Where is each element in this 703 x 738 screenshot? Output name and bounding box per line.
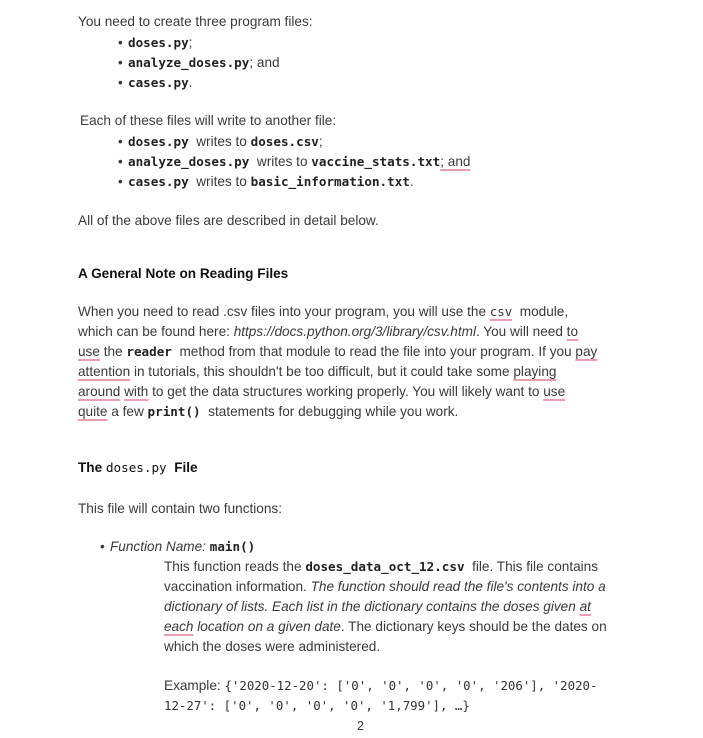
paragraph-line: which can be found here: https://docs.python.org/3/library/csv.html. You will need to: [78, 324, 579, 339]
paragraph-line: dictionary of lists. Each list in the dictionary contains the doses given at: [164, 599, 591, 614]
list-item: • cases.py writes to basic_information.txt.: [118, 172, 414, 192]
bullet-icon: •: [118, 134, 123, 149]
paragraph-line: use the reader method from that module to read the file into your program. If you pay: [78, 344, 598, 359]
list-item: • doses.py;: [118, 33, 192, 53]
paragraph-line: When you need to read .csv files into your program, you will use the csv module,: [78, 304, 569, 319]
bullet-icon: •: [118, 55, 123, 70]
paragraph-line: which the doses were administered.: [164, 639, 381, 654]
list-item: • analyze_doses.py; and: [118, 53, 280, 73]
writes-line: Each of these files will write to another file:: [80, 113, 337, 128]
example-line: 12-27': ['0', '0', '0', '0', '1,799'], …}: [164, 698, 470, 713]
paragraph-line: attention in tutorials, this shouldn't be too difficult, but it could take some playing: [78, 364, 557, 379]
paragraph-line: This file will contain two functions:: [78, 501, 282, 516]
section-heading: The doses.py File: [78, 460, 198, 475]
intro-line: You need to create three program files:: [78, 14, 313, 29]
bullet-icon: •: [118, 75, 123, 90]
section-heading: A General Note on Reading Files: [78, 266, 289, 281]
paragraph-line: quite a few print() statements for debugging while you work.: [78, 404, 459, 419]
list-item: • analyze_doses.py writes to vaccine_stats.txt; and: [118, 152, 470, 172]
list-item: • doses.py writes to doses.csv;: [118, 132, 323, 152]
paragraph-line: This function reads the doses_data_oct_12.csv file. This file contains: [164, 559, 599, 574]
bullet-icon: •: [118, 35, 123, 50]
described-line: All of the above files are described in detail below.: [78, 213, 379, 228]
list-item: • cases.py.: [118, 73, 192, 93]
paragraph-line: around with to get the data structures working properly. You will likely want to use: [78, 384, 566, 399]
docs-link: https://docs.python.org/3/library/csv.html: [233, 324, 476, 339]
page-number: 2: [357, 719, 364, 733]
bullet-icon: •: [100, 539, 105, 554]
paragraph-line: vaccination information. The function should read the file's contents into a: [164, 579, 606, 594]
paragraph-line: each location on a given date. The dictionary keys should be the dates on: [164, 619, 607, 634]
example-line: Example: {'2020-12-20': ['0', '0', '0', '0', '206'], '2020-: [164, 678, 598, 693]
bullet-icon: •: [118, 174, 123, 189]
list-item: • Function Name: main(): [100, 537, 255, 557]
bullet-icon: •: [118, 154, 123, 169]
